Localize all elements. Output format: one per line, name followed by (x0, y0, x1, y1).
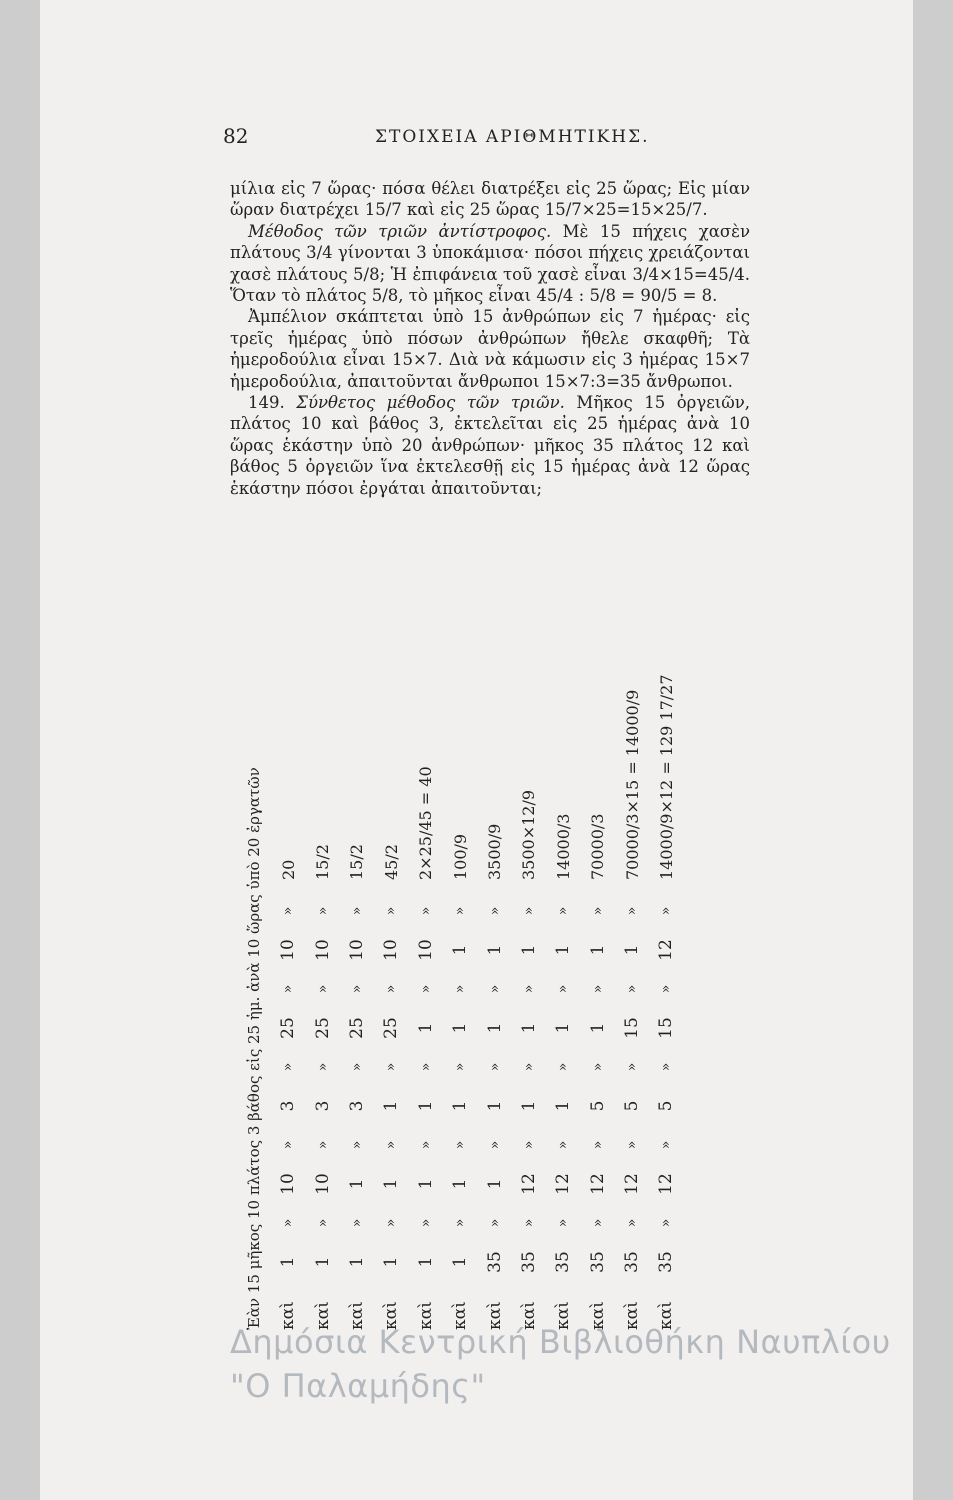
table-rows (271, 650, 684, 1330)
ditto-mark: » (348, 1218, 365, 1228)
paragraph-4: 149. Σύνθετος μέθοδος τῶν τριῶν. Μῆκος 15 ὀργειῶν, πλάτος 10 καὶ βάθος 3, ἐκτελεῖται εἰς 25 ἡμέρας ἀνὰ 10 ὥρας ἑκάστην ὑπὸ 20 ἀνθρώπων· μῆκος 35 πλάτος 12 καὶ βάθος 5 ὀργειῶν ἵνα ἐκτελεσθῇ εἰς 15 ἡμέρας ἀνὰ 12 ὥρας ἑκάστην πόσοι ἐργάται ἀπαιτοῦνται; (230, 393, 750, 498)
cell-value: 5 (587, 1100, 608, 1112)
ditto-mark: » (417, 1062, 434, 1072)
page-number: 82 (223, 124, 249, 148)
cell-value: 1 (622, 944, 643, 956)
ditto-mark: » (417, 906, 434, 916)
section-heading-compound-rule: Σύνθετος μέθοδος τῶν τριῶν. (296, 393, 565, 413)
cell-value: 1 (450, 944, 471, 956)
ditto-mark: » (658, 1140, 675, 1150)
table-row (512, 650, 546, 1330)
cell-value: 25 (381, 1017, 402, 1039)
ditto-mark: » (383, 1140, 400, 1150)
table-row (546, 650, 580, 1330)
ditto-mark: » (417, 1140, 434, 1150)
ditto-mark: » (520, 1140, 537, 1150)
row-label: καὶ (484, 1301, 505, 1330)
ditto-mark: » (417, 984, 434, 994)
cell-value: 1 (450, 1256, 471, 1268)
cell-value: 1 (553, 944, 574, 956)
ditto-mark: » (280, 1218, 297, 1228)
ditto-mark: » (624, 1218, 641, 1228)
section-heading-inverse-rule: Μέθοδος τῶν τριῶν ἀντίστροφος. (248, 221, 552, 241)
row-label: καὶ (312, 1301, 333, 1330)
ditto-mark: » (555, 1140, 572, 1150)
cell-value: 1 (484, 1022, 505, 1034)
cell-value: 1 (415, 1256, 436, 1268)
cell-value: 1 (346, 1256, 367, 1268)
ditto-mark: » (589, 906, 606, 916)
cell-result: 3500/9 (485, 823, 505, 880)
cell-value: 5 (656, 1100, 677, 1112)
table-row (649, 650, 683, 1330)
cell-value: 1 (484, 1100, 505, 1112)
cell-value: 35 (553, 1251, 574, 1273)
ditto-mark: » (417, 1218, 434, 1228)
cell-value: 12 (518, 1173, 539, 1195)
cell-value: 15 (622, 1017, 643, 1039)
cell-value: 1 (553, 1100, 574, 1112)
ditto-mark: » (314, 1218, 331, 1228)
ditto-mark: » (452, 906, 469, 916)
ditto-mark: » (280, 1062, 297, 1072)
cell-value: 35 (587, 1251, 608, 1273)
ditto-mark: » (658, 984, 675, 994)
cell-value: 12 (587, 1173, 608, 1195)
section-number: 149. (248, 393, 285, 413)
cell-result: 14000/9×12 = 129 17/27 (656, 674, 676, 880)
cell-value: 1 (346, 1178, 367, 1190)
table-header: Ἐὰν 15 μῆκος 10 πλάτος 3 βάθος εἰς 25 ἡμ. ἀνὰ 10 ὥρας ὑπὸ 20 ἐργατῶν (245, 767, 263, 1330)
cell-value: 3 (278, 1100, 299, 1112)
ditto-mark: » (486, 1140, 503, 1150)
cell-value: 15 (656, 1017, 677, 1039)
cell-value: 12 (656, 939, 677, 961)
ditto-mark: » (555, 906, 572, 916)
table-row (305, 650, 339, 1330)
ditto-mark: » (486, 984, 503, 994)
ditto-mark: » (383, 1218, 400, 1228)
cell-value: 10 (278, 1173, 299, 1195)
ditto-mark: » (486, 906, 503, 916)
cell-value: 12 (622, 1173, 643, 1195)
cell-value: 25 (346, 1017, 367, 1039)
cell-result: 20 (278, 859, 298, 880)
cell-value: 12 (553, 1173, 574, 1195)
row-label: καὶ (622, 1301, 643, 1330)
ditto-mark: » (348, 1140, 365, 1150)
cell-value: 1 (381, 1256, 402, 1268)
cell-value: 1 (450, 1178, 471, 1190)
ditto-mark: » (383, 1062, 400, 1072)
cell-value: 35 (656, 1251, 677, 1273)
ditto-mark: » (520, 906, 537, 916)
cell-result: 70000/3 (588, 813, 608, 880)
ditto-mark: » (624, 1062, 641, 1072)
cell-value: 10 (278, 939, 299, 961)
ditto-mark: » (280, 1140, 297, 1150)
cell-value: 10 (415, 939, 436, 961)
ditto-mark: » (348, 1062, 365, 1072)
running-title: ΣΤΟΙΧΕΙΑ ΑΡΙΘΜΗΤΙΚΗΣ. (375, 127, 650, 147)
ditto-mark: » (280, 906, 297, 916)
ditto-mark: » (452, 1218, 469, 1228)
book-page (40, 0, 913, 1500)
ditto-mark: » (624, 906, 641, 916)
library-watermark: Δημόσια Κεντρική Βιβλιοθήκη Ναυπλίου "Ο Παλαμήδης" (230, 1323, 891, 1405)
cell-value: 1 (415, 1100, 436, 1112)
cell-value: 10 (312, 939, 333, 961)
cell-value: 10 (312, 1173, 333, 1195)
ditto-mark: » (314, 906, 331, 916)
ditto-mark: » (624, 1140, 641, 1150)
cell-value: 1 (381, 1178, 402, 1190)
table-row (581, 650, 615, 1330)
ditto-mark: » (589, 984, 606, 994)
page-header (40, 118, 913, 152)
cell-result: 14000/3 (553, 813, 573, 880)
cell-value: 1 (553, 1022, 574, 1034)
cell-result: 15/2 (347, 844, 367, 880)
ditto-mark: » (383, 906, 400, 916)
ditto-mark: » (589, 1062, 606, 1072)
ditto-mark: » (658, 1218, 675, 1228)
cell-result: 2×25/45 = 40 (416, 766, 436, 880)
table-row (409, 650, 443, 1330)
row-label: καὶ (656, 1301, 677, 1330)
cell-value: 3 (346, 1100, 367, 1112)
table-row (477, 650, 511, 1330)
ditto-mark: » (486, 1218, 503, 1228)
ditto-mark: » (555, 984, 572, 994)
cell-value: 1 (518, 944, 539, 956)
ditto-mark: » (486, 1062, 503, 1072)
cell-value: 10 (346, 939, 367, 961)
ditto-mark: » (452, 1062, 469, 1072)
ditto-mark: » (589, 1218, 606, 1228)
cell-result: 70000/3×15 = 14000/9 (622, 689, 642, 880)
row-label: καὶ (381, 1301, 402, 1330)
row-label: καὶ (553, 1301, 574, 1330)
cell-result: 15/2 (313, 844, 333, 880)
ditto-mark: » (452, 1140, 469, 1150)
cell-value: 1 (450, 1022, 471, 1034)
table-row (615, 650, 649, 1330)
table-row (340, 650, 374, 1330)
table-row (443, 650, 477, 1330)
cell-value: 25 (312, 1017, 333, 1039)
ditto-mark: » (348, 984, 365, 994)
cell-result: 3500×12/9 (519, 789, 539, 880)
cell-value: 1 (312, 1256, 333, 1268)
cell-value: 1 (415, 1178, 436, 1190)
cell-value: 10 (381, 939, 402, 961)
cell-value: 1 (587, 1022, 608, 1034)
ditto-mark: » (314, 1140, 331, 1150)
ditto-mark: » (658, 1062, 675, 1072)
ditto-mark: » (314, 1062, 331, 1072)
cell-value: 1 (381, 1100, 402, 1112)
cell-value: 5 (622, 1100, 643, 1112)
cell-value: 35 (518, 1251, 539, 1273)
body-text (230, 178, 750, 499)
row-label: καὶ (450, 1301, 471, 1330)
ditto-mark: » (520, 984, 537, 994)
cell-value: 35 (622, 1251, 643, 1273)
cell-value: 1 (587, 944, 608, 956)
ditto-mark: » (314, 984, 331, 994)
ditto-mark: » (348, 906, 365, 916)
table-row (374, 650, 408, 1330)
ditto-mark: » (383, 984, 400, 994)
ditto-mark: » (520, 1218, 537, 1228)
ditto-mark: » (624, 984, 641, 994)
row-label: καὶ (518, 1301, 539, 1330)
cell-value: 1 (450, 1100, 471, 1112)
cell-value: 1 (484, 944, 505, 956)
cell-value: 1 (484, 1178, 505, 1190)
ditto-mark: » (555, 1218, 572, 1228)
cell-value: 1 (278, 1256, 299, 1268)
ditto-mark: » (658, 906, 675, 916)
cell-result: 45/2 (381, 844, 401, 880)
row-label: καὶ (278, 1301, 299, 1330)
cell-value: 1 (518, 1100, 539, 1112)
ditto-mark: » (520, 1062, 537, 1072)
ditto-mark: » (589, 1140, 606, 1150)
cell-value: 35 (484, 1251, 505, 1273)
cell-value: 1 (415, 1022, 436, 1034)
ditto-mark: » (452, 984, 469, 994)
row-label: καὶ (346, 1301, 367, 1330)
paragraph-1: μίλια εἰς 7 ὥρας· πόσα θέλει διατρέξει εἰς 25 ὥρας; Εἰς μίαν ὥραν διατρέχει 15/7 καὶ εἰς 25 ὥρας 15/7×25=15×25/7. (230, 179, 750, 220)
cell-result: 100/9 (450, 833, 470, 880)
table-row (271, 650, 305, 1330)
row-label: καὶ (415, 1301, 436, 1330)
cell-value: 12 (656, 1173, 677, 1195)
cell-value: 1 (518, 1022, 539, 1034)
paragraph-2: Μέθοδος τῶν τριῶν ἀντίστροφος. Μὲ 15 πήχεις χασὲν πλάτους 3/4 γίνονται 3 ὑποκάμισα· πόσοι πήχεις χρειάζονται χασὲ πλάτους 5/8; Ἡ ἐπιφάνεια τοῦ χασὲ εἶναι 3/4×15=45/4. Ὅταν τὸ πλάτος 5/8, τὸ μῆκος εἶναι 45/4 : 5/8 = 90/5 = 8. (230, 221, 751, 306)
paragraph-3: Ἀμπέλιον σκάπτεται ὑπὸ 15 ἀνθρώπων εἰς 7 ἡμέρας· εἰς τρεῖς ἡμέρας ὑπὸ πόσων ἀνθρώπων ἤθελε σκαφθῆ; Τὰ ἡμεροδούλια εἶναι 15×7. Διὰ νὰ κάμωσιν εἰς 3 ἡμέρας 15×7 ἡμεροδούλια, ἀπαιτοῦνται ἄνθρωποι 15×7:3=35 ἄνθρωποι. (230, 307, 750, 391)
cell-value: 25 (278, 1017, 299, 1039)
cell-value: 3 (312, 1100, 333, 1112)
ditto-mark: » (555, 1062, 572, 1072)
row-label: καὶ (587, 1301, 608, 1330)
ditto-mark: » (280, 984, 297, 994)
